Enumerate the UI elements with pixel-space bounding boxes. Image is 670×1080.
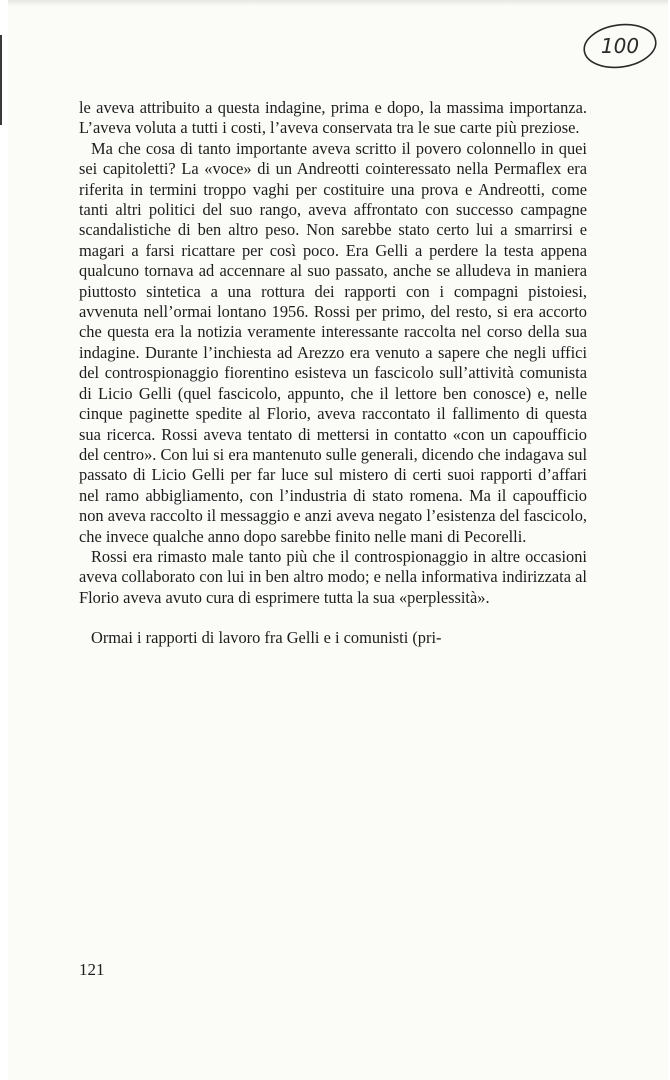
paragraph-3: Rossi era rimasto male tanto più che il controspionaggio in altre occasioni aveva collaborato con lui in ben altro modo; e nella informativa indirizzata al Florio aveva avuto cura di esprimere tutta la sua «perplessità». <box>79 546 587 607</box>
folio-number: 100 <box>600 34 640 58</box>
paragraph-4: Ormai i rapporti di lavoro fra Gelli e i comunisti (pri- <box>91 628 442 648</box>
body-text <box>79 98 587 649</box>
folio-stamp-drawing <box>578 20 660 72</box>
page-binding-edge <box>0 35 2 125</box>
page-number: 121 <box>79 960 105 979</box>
page-top-edge <box>8 0 668 6</box>
paragraph-2: Ma che cosa di tanto importante aveva scritto il povero colonnello in quei sei capitoletti? La «voce» di un Andreotti cointeressato nella Permaflex era riferita in termini troppo vaghi per costituire una prova e Andreotti, come tanti altri politici del suo rango, aveva affrontato con successo campagne scandalistiche di ben altro peso. Non sarebbe stato certo lui a smarrirsi e magari a farsi ricattare per così poco. Era Gelli a perdere la testa appena qualcuno tornava ad accennare al suo passato, anche se alludeva in maniera piuttosto sintetica a una rottura dei rapporti con i compagni pistoiesi, avvenuta nell’ormai lontano 1956. Rossi per primo, del resto, si era accorto che questa era la notizia veramente interessante raccolta nel corso della sua indagine. Durante l’inchiesta ad Arezzo era venuto a sapere che negli uffici del controspionaggio fiorentino esisteva un fascicolo sull’attività comunista di Licio Gelli (quel fascicolo, appunto, che il lettore ben conosce) e, nelle cinque paginette spedite al Florio, aveva raccontato il fallimento di questa sua ricerca. Rossi aveva tentato di mettersi in contatto «con un capoufficio del centro». Con lui si era mantenuto sulle generali, dicendo che indagava sul passato di Licio Gelli per far luce sul mistero di certi suoi rapporti d’affari nel ramo abbigliamento, con l’industria di stato romena. Ma il capoufficio non aveva raccolto il messaggio e anzi aveva negato l’esistenza del fascicolo, che invece qualche anno dopo sarebbe finito nelle mani di Pecorelli. <box>79 138 587 546</box>
handwritten-folio-stamp <box>578 20 660 72</box>
paragraph-1: le aveva attribuito a questa indagine, prima e dopo, la massima importanza. L’aveva voluta a tutti i costi, l’aveva conservata tra le sue carte più preziose. <box>79 98 587 138</box>
